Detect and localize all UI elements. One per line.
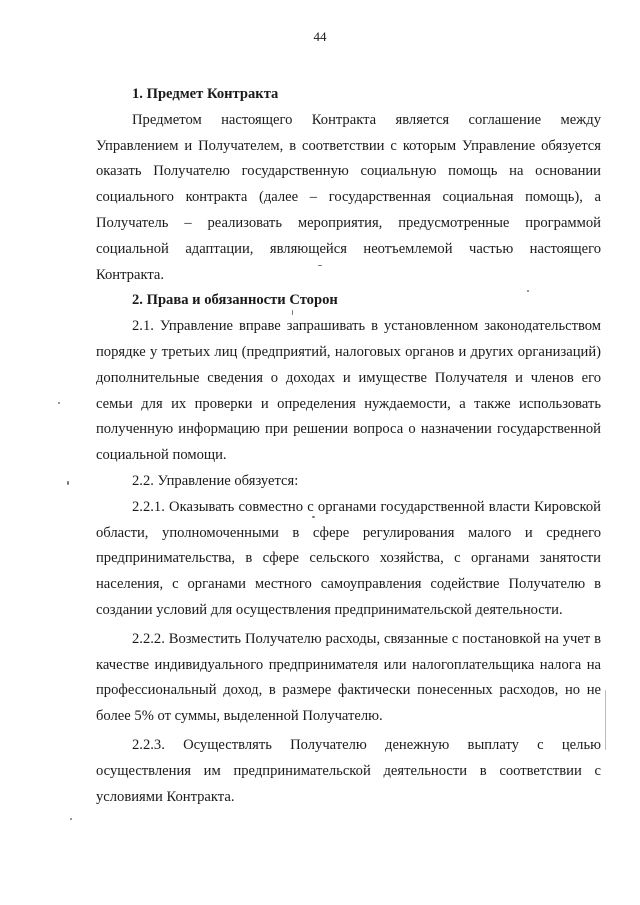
clause-2-1: 2.1. Управление вправе запрашивать в установленном законодательством порядке у третьих лиц (предприятий, налоговых органов и других организаций) дополнительные сведения о доходах и имуществе Получателя и членов его семьи для их проверки и определения нуждаемости, а также использовать полученную информацию при решении вопроса о назначении государственной социальной помощи. bbox=[96, 318, 601, 464]
scan-speck bbox=[292, 310, 293, 315]
scan-speck bbox=[605, 690, 606, 750]
clause-2-2: 2.2. Управление обязуется: bbox=[132, 472, 299, 489]
page-number: 44 bbox=[313, 29, 327, 44]
scan-speck bbox=[527, 290, 529, 292]
scan-speck bbox=[67, 481, 69, 485]
clause-2-2-3: 2.2.3. Осуществлять Получателю денежную выплату с целью осуществления им предпринимательской деятельности в соответствии с условиями Контракта. bbox=[96, 736, 601, 805]
section-2-heading: 2. Права и обязанности Сторон bbox=[132, 292, 338, 309]
scan-speck bbox=[312, 516, 315, 518]
scan-speck bbox=[318, 265, 322, 266]
document-body bbox=[96, 82, 601, 810]
clause-2-2-1: 2.2.1. Оказывать совместно с органами государственной власти Кировской области, уполномоченными в сфере регулирования малого и среднего предпринимательства, в сфере сельского хозяйства, с органами занятости населения, с органами местного самоуправления содействие Получателю в создании условий для осуществления предпринимательской деятельности. bbox=[96, 498, 601, 618]
scan-speck bbox=[70, 818, 72, 820]
clause-2-2-2: 2.2.2. Возместить Получателю расходы, связанные с постановкой на учет в качестве индивидуального предпринимателя или налогоплательщика налога на профессиональный доход, в размере фактически понесенных расходов, но не более 5% от суммы, выделенной Получателю. bbox=[96, 630, 601, 725]
section-1-heading: 1. Предмет Контракта bbox=[132, 86, 279, 102]
scan-speck bbox=[58, 402, 60, 404]
section-1-paragraph: Предметом настоящего Контракта является соглашение между Управлением и Получателем, в соответствии с которым Управление обязуется оказать Получателю государственную социальную помощь на основании социального контракта (далее – государственная социальная помощь), а Получатель – реализовать мероприятия, предусмотренные программой социальной адаптации, являющейся неотъемлемой частью настоящего Контракта. bbox=[96, 111, 601, 283]
